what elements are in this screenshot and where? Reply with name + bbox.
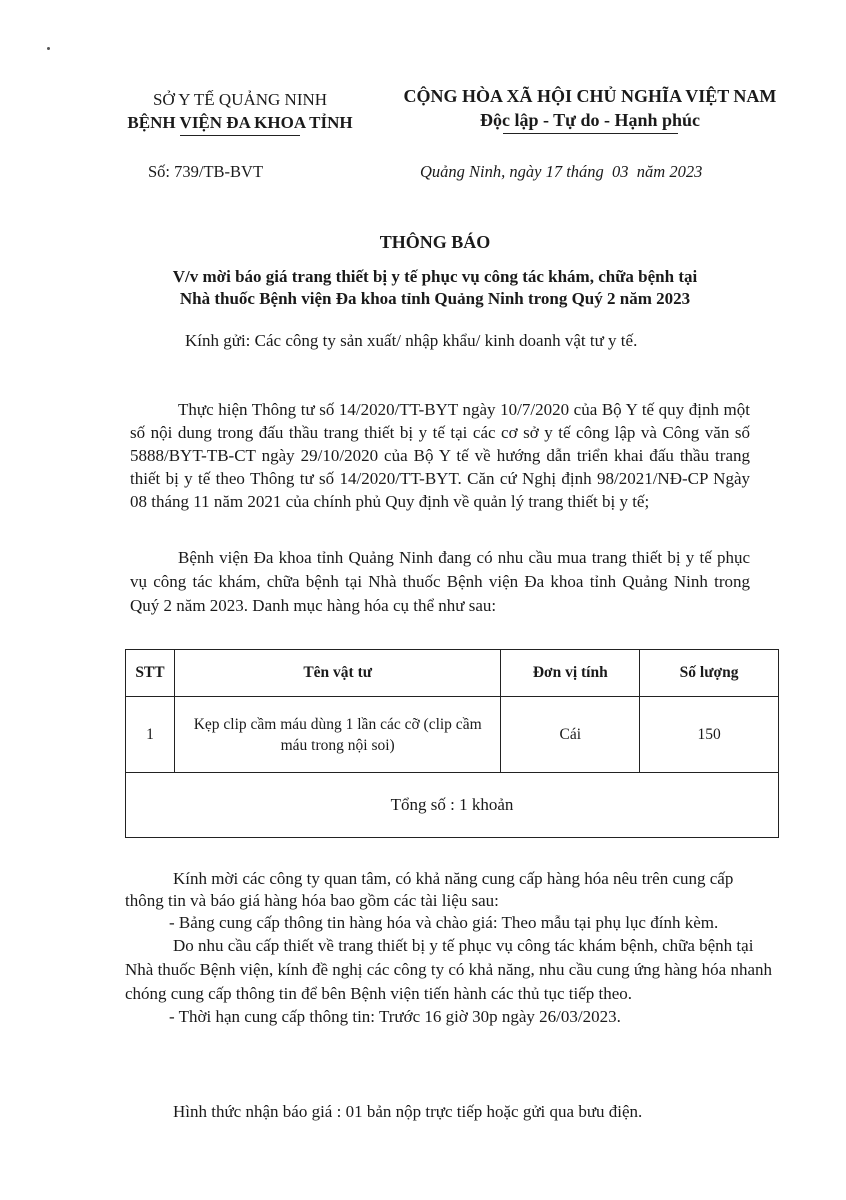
place-date: Quảng Ninh, ngày 17 tháng 03 năm 2023: [420, 162, 703, 181]
legal-basis-paragraph: Thực hiện Thông tư số 14/2020/TT-BYT ngày 10/7/2020 của Bộ Y tế quy định một số nội dung trong đấu thầu trang thiết bị y tế tại các cơ sở y tế công lập và Công văn số 5888/BYT-TB-CT ngày 29/10/2020 của Bộ Y tế về hướng dẫn triển khai đấu thầu trang thiết bị y tế theo Thông tư số 14/2020/TT-BYT. Căn cứ Nghị định 98/2021/NĐ-CP Ngày 08 tháng 11 năm 2021 của chính phủ Quy định về quản lý trang thiết bị y tế;: [130, 400, 750, 511]
table-row: [126, 697, 779, 773]
col-header-stt: STT: [126, 650, 175, 697]
document-number: Số: 739/TB-BVT: [148, 162, 264, 181]
urgency-paragraph: Do nhu cầu cấp thiết về trang thiết bị y tế phục vụ công tác khám bệnh, chữa bệnh tại Nhà thuốc Bệnh viện, kính đề nghị các công ty có khả năng, nhu cầu cung ứng hàng hóa nhanh chóng cung cấp thông tin để bên Bệnh viện tiến hành các thủ tục tiếp theo.: [125, 936, 773, 1003]
closing-section: [125, 868, 775, 1028]
recipient-line: Kính gửi: Các công ty sản xuất/ nhập khẩu/ kinh doanh vật tư y tế.: [185, 331, 638, 350]
motto-underline: [503, 133, 678, 134]
table-total-row: [126, 773, 779, 838]
col-header-unit: Đơn vị tính: [501, 650, 640, 697]
header-underline: [180, 135, 300, 136]
deadline-line: - Thời hạn cung cấp thông tin: Trước 16 giờ 30p ngày 26/03/2023.: [169, 1007, 621, 1026]
cell-stt: 1: [126, 697, 175, 773]
cell-quantity: 150: [640, 697, 779, 773]
invite-paragraph: Kính mời các công ty quan tâm, có khả năng cung cấp hàng hóa nêu trên cung cấp thông tin và báo giá hàng hóa bao gồm các tài liệu sau:: [125, 869, 734, 910]
document-subject: [70, 266, 800, 310]
table-header-row: [126, 650, 779, 697]
demand-paragraph: Bệnh viện Đa khoa tỉnh Quảng Ninh đang có nhu cầu mua trang thiết bị y tế phục vụ công tác khám, chữa bệnh tại Nhà thuốc Bệnh viện Đa khoa tỉnh Quảng Ninh trong Quý 2 năm 2023. Danh mục hàng hóa cụ thể như sau:: [130, 548, 750, 615]
col-header-quantity: Số lượng: [640, 650, 779, 697]
col-header-name: Tên vật tư: [174, 650, 500, 697]
nation-name: CỘNG HÒA XÃ HỘI CHỦ NGHĨA VIỆT NAM: [403, 86, 777, 106]
submission-method: Hình thức nhận báo giá : 01 bản nộp trực tiếp hoặc gửi qua bưu điện.: [173, 1102, 643, 1121]
department-name: SỞ Y TẾ QUẢNG NINH: [152, 90, 328, 109]
hospital-name: BỆNH VIỆN ĐA KHOA TỈNH: [127, 113, 353, 132]
scan-speck: [47, 47, 50, 50]
documents-list-item: - Bảng cung cấp thông tin hàng hóa và chào giá: Theo mẫu tại phụ lục đính kèm.: [169, 913, 719, 932]
issuer-header: [95, 88, 385, 136]
subject-line-1: V/v mời báo giá trang thiết bị y tế phục vụ công tác khám, chữa bệnh tại: [172, 267, 698, 286]
document-title: THÔNG BÁO: [379, 232, 491, 252]
cell-unit: Cái: [501, 697, 640, 773]
cell-total: Tổng số : 1 khoản: [126, 773, 779, 838]
national-motto: Độc lập - Tự do - Hạnh phúc: [479, 110, 701, 130]
items-table: [125, 649, 779, 838]
cell-item-name: Kẹp clip cầm máu dùng 1 lần các cỡ (clip cầm máu trong nội soi): [174, 697, 500, 773]
subject-line-2: Nhà thuốc Bệnh viện Đa khoa tỉnh Quảng Ninh trong Quý 2 năm 2023: [179, 289, 691, 308]
nation-header: [380, 84, 800, 134]
